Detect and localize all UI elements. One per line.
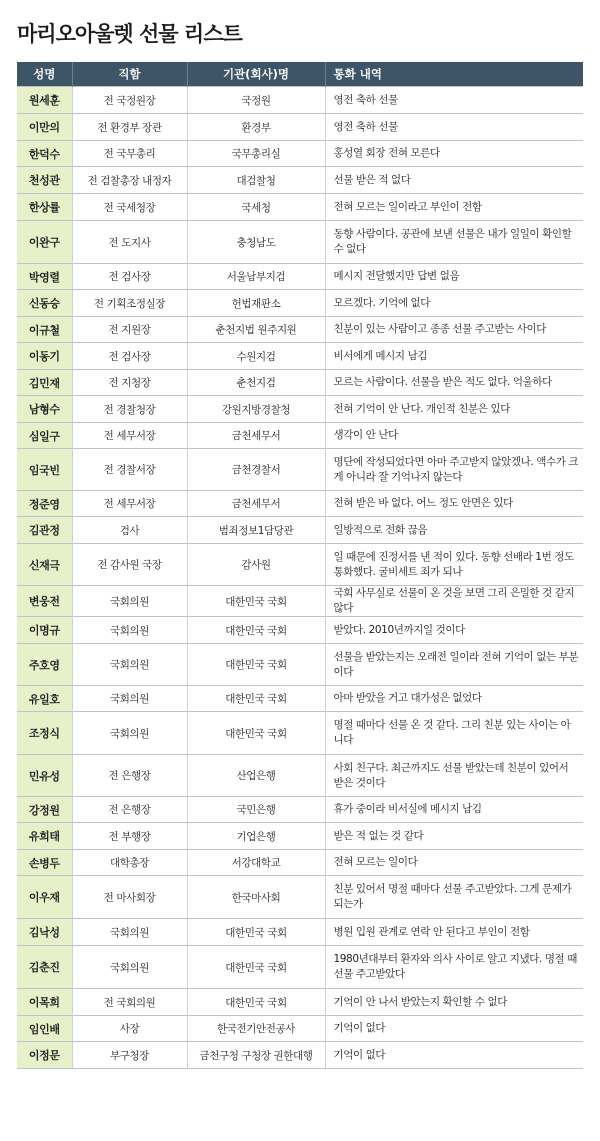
table-row bbox=[17, 396, 583, 423]
cell-name: 민유성 bbox=[17, 755, 72, 797]
cell-position: 전 검사장 bbox=[72, 343, 187, 370]
cell-org: 국민은행 bbox=[187, 797, 325, 823]
cell-name: 신재극 bbox=[17, 544, 72, 586]
cell-name: 정준영 bbox=[17, 491, 72, 517]
cell-content: 명단에 작성되었다면 아마 주고받지 않았겠나. 액수가 크게 아니라 잘 기억나지 않는다 bbox=[325, 449, 583, 491]
table-header-row bbox=[17, 62, 583, 87]
cell-org: 한국전기안전공사 bbox=[187, 1016, 325, 1042]
cell-name: 이완구 bbox=[17, 221, 72, 264]
cell-name: 신동승 bbox=[17, 290, 72, 317]
cell-org: 국무총리실 bbox=[187, 141, 325, 167]
cell-content: 아마 받았을 거고 대가성은 없었다 bbox=[325, 686, 583, 712]
column-header-content: 통화 내역 bbox=[325, 62, 583, 87]
table-row bbox=[17, 1016, 583, 1042]
cell-content: 병원 입원 관계로 연락 안 된다고 부인이 전함 bbox=[325, 919, 583, 946]
cell-org: 금천경찰서 bbox=[187, 449, 325, 491]
cell-org: 수원지검 bbox=[187, 343, 325, 370]
cell-position: 국회의원 bbox=[72, 644, 187, 686]
cell-content: 받았다. 2010년까지일 것이다 bbox=[325, 617, 583, 644]
cell-name: 김춘진 bbox=[17, 946, 72, 989]
cell-name: 이규철 bbox=[17, 317, 72, 343]
cell-position: 국회의원 bbox=[72, 919, 187, 946]
cell-name: 이우재 bbox=[17, 876, 72, 919]
cell-org: 대한민국 국회 bbox=[187, 644, 325, 686]
table-body bbox=[17, 87, 583, 1069]
table-row bbox=[17, 491, 583, 517]
table-row bbox=[17, 87, 583, 114]
cell-content: 기억이 없다 bbox=[325, 1042, 583, 1069]
table-row bbox=[17, 876, 583, 919]
cell-org: 대한민국 국회 bbox=[187, 989, 325, 1016]
table-row bbox=[17, 423, 583, 449]
table-row bbox=[17, 370, 583, 396]
cell-position: 전 은행장 bbox=[72, 755, 187, 797]
cell-org: 대한민국 국회 bbox=[187, 712, 325, 755]
cell-position: 검사 bbox=[72, 517, 187, 544]
cell-org: 산업은행 bbox=[187, 755, 325, 797]
cell-position: 전 감사원 국장 bbox=[72, 544, 187, 586]
cell-org: 서울남부지검 bbox=[187, 264, 325, 290]
cell-org: 대한민국 국회 bbox=[187, 617, 325, 644]
table-row bbox=[17, 946, 583, 989]
cell-org: 헌법재판소 bbox=[187, 290, 325, 317]
cell-position: 전 은행장 bbox=[72, 797, 187, 823]
cell-org: 충청남도 bbox=[187, 221, 325, 264]
table-row bbox=[17, 290, 583, 317]
cell-name: 이동기 bbox=[17, 343, 72, 370]
cell-position: 전 지청장 bbox=[72, 370, 187, 396]
table-row bbox=[17, 194, 583, 221]
cell-content: 모르는 사람이다. 선물을 받은 적도 없다. 억울하다 bbox=[325, 370, 583, 396]
cell-name: 손병두 bbox=[17, 850, 72, 876]
cell-name: 임국빈 bbox=[17, 449, 72, 491]
cell-name: 천성관 bbox=[17, 167, 72, 194]
cell-position: 전 경찰청장 bbox=[72, 396, 187, 423]
cell-content: 친분이 있는 사람이고 종종 선물 주고받는 사이다 bbox=[325, 317, 583, 343]
table-row bbox=[17, 449, 583, 491]
column-header-position: 직함 bbox=[72, 62, 187, 87]
cell-position: 전 세무서장 bbox=[72, 491, 187, 517]
table-row bbox=[17, 221, 583, 264]
table-row bbox=[17, 544, 583, 586]
cell-position: 사장 bbox=[72, 1016, 187, 1042]
cell-position: 전 지원장 bbox=[72, 317, 187, 343]
table-row bbox=[17, 586, 583, 617]
cell-content: 홍성열 회장 전혀 모른다 bbox=[325, 141, 583, 167]
cell-name: 남형수 bbox=[17, 396, 72, 423]
cell-name: 변웅전 bbox=[17, 586, 72, 617]
cell-position: 전 국세청장 bbox=[72, 194, 187, 221]
cell-content: 영전 축하 선물 bbox=[325, 87, 583, 114]
table-row bbox=[17, 114, 583, 141]
table-row bbox=[17, 712, 583, 755]
cell-position: 전 검사장 bbox=[72, 264, 187, 290]
cell-position: 전 국정원장 bbox=[72, 87, 187, 114]
table-row bbox=[17, 686, 583, 712]
cell-org: 감사원 bbox=[187, 544, 325, 586]
cell-position: 국회의원 bbox=[72, 586, 187, 617]
cell-content: 휴가 중이라 비서실에 메시지 남김 bbox=[325, 797, 583, 823]
table-row bbox=[17, 264, 583, 290]
cell-name: 심일구 bbox=[17, 423, 72, 449]
table-row bbox=[17, 755, 583, 797]
cell-position: 대학총장 bbox=[72, 850, 187, 876]
cell-org: 대한민국 국회 bbox=[187, 946, 325, 989]
table-row bbox=[17, 850, 583, 876]
cell-name: 강정원 bbox=[17, 797, 72, 823]
cell-name: 원세훈 bbox=[17, 87, 72, 114]
cell-org: 서강대학교 bbox=[187, 850, 325, 876]
cell-content: 명절 때마다 선물 온 것 같다. 그리 친분 있는 사이는 아니다 bbox=[325, 712, 583, 755]
table-row bbox=[17, 317, 583, 343]
cell-org: 환경부 bbox=[187, 114, 325, 141]
cell-position: 전 경찰서장 bbox=[72, 449, 187, 491]
table-row bbox=[17, 617, 583, 644]
cell-org: 강원지방경찰청 bbox=[187, 396, 325, 423]
table-row bbox=[17, 1042, 583, 1069]
cell-position: 국회의원 bbox=[72, 946, 187, 989]
cell-position: 국회의원 bbox=[72, 686, 187, 712]
cell-position: 부구청장 bbox=[72, 1042, 187, 1069]
cell-content: 1980년대부터 환자와 의사 사이로 알고 지냈다. 명절 때 선물 주고받았다 bbox=[325, 946, 583, 989]
table-row bbox=[17, 989, 583, 1016]
table-row bbox=[17, 797, 583, 823]
cell-content: 메시지 전달했지만 답변 없음 bbox=[325, 264, 583, 290]
cell-name: 한상률 bbox=[17, 194, 72, 221]
cell-content: 비서에게 메시지 남김 bbox=[325, 343, 583, 370]
cell-position: 전 마사회장 bbox=[72, 876, 187, 919]
cell-content: 동향 사람이다. 공관에 보낸 선물은 내가 일일이 확인할 수 없다 bbox=[325, 221, 583, 264]
cell-content: 생각이 안 난다 bbox=[325, 423, 583, 449]
column-header-name: 성명 bbox=[17, 62, 72, 87]
cell-org: 국세청 bbox=[187, 194, 325, 221]
cell-position: 전 세무서장 bbox=[72, 423, 187, 449]
cell-org: 금천세무서 bbox=[187, 491, 325, 517]
cell-content: 전혀 모르는 일이라고 부인이 전함 bbox=[325, 194, 583, 221]
cell-content: 전혀 받은 바 없다. 어느 정도 안면은 있다 bbox=[325, 491, 583, 517]
cell-content: 전혀 기억이 안 난다. 개인적 친분은 있다 bbox=[325, 396, 583, 423]
cell-position: 국회의원 bbox=[72, 617, 187, 644]
gift-list-table bbox=[17, 62, 583, 1069]
cell-name: 주호영 bbox=[17, 644, 72, 686]
cell-org: 국정원 bbox=[187, 87, 325, 114]
page-title: 마리오아울렛 선물 리스트 bbox=[17, 22, 242, 46]
cell-org: 한국마사회 bbox=[187, 876, 325, 919]
table-row bbox=[17, 517, 583, 544]
cell-org: 대한민국 국회 bbox=[187, 919, 325, 946]
cell-org: 기업은행 bbox=[187, 823, 325, 850]
cell-org: 춘천지검 bbox=[187, 370, 325, 396]
cell-content: 일방적으로 전화 끊음 bbox=[325, 517, 583, 544]
cell-name: 조정식 bbox=[17, 712, 72, 755]
table-row bbox=[17, 823, 583, 850]
cell-org: 범죄정보1담당관 bbox=[187, 517, 325, 544]
cell-content: 선물 받은 적 없다 bbox=[325, 167, 583, 194]
table-row bbox=[17, 644, 583, 686]
cell-name: 이정문 bbox=[17, 1042, 72, 1069]
cell-org: 대한민국 국회 bbox=[187, 686, 325, 712]
cell-org: 금천구청 구청장 권한대행 bbox=[187, 1042, 325, 1069]
cell-position: 전 도지사 bbox=[72, 221, 187, 264]
cell-content: 일 때문에 진정서를 낸 적이 있다. 동향 선배라 1번 정도 통화했다. 굴비세트 죄가 되나 bbox=[325, 544, 583, 586]
cell-name: 이만의 bbox=[17, 114, 72, 141]
cell-position: 전 환경부 장관 bbox=[72, 114, 187, 141]
cell-content: 선물을 받았는지는 오래전 일이라 전혀 기억이 없는 부분이다 bbox=[325, 644, 583, 686]
cell-position: 전 국무총리 bbox=[72, 141, 187, 167]
cell-name: 김관정 bbox=[17, 517, 72, 544]
cell-content: 받은 적 없는 것 같다 bbox=[325, 823, 583, 850]
cell-name: 유일호 bbox=[17, 686, 72, 712]
cell-content: 모르겠다. 기억에 없다 bbox=[325, 290, 583, 317]
cell-name: 이명규 bbox=[17, 617, 72, 644]
cell-org: 대한민국 국회 bbox=[187, 586, 325, 617]
column-header-org: 기관(회사)명 bbox=[187, 62, 325, 87]
cell-name: 이목희 bbox=[17, 989, 72, 1016]
cell-content: 친분 있어서 명절 때마다 선물 주고받았다. 그게 문제가 되는가 bbox=[325, 876, 583, 919]
cell-position: 전 검찰총장 내정자 bbox=[72, 167, 187, 194]
cell-org: 대검찰청 bbox=[187, 167, 325, 194]
cell-name: 김낙성 bbox=[17, 919, 72, 946]
cell-content: 사회 친구다. 최근까지도 선물 받았는데 친분이 있어서 받은 것이다 bbox=[325, 755, 583, 797]
cell-position: 전 국회의원 bbox=[72, 989, 187, 1016]
cell-position: 전 부행장 bbox=[72, 823, 187, 850]
cell-org: 금천세무서 bbox=[187, 423, 325, 449]
cell-position: 전 기획조정실장 bbox=[72, 290, 187, 317]
cell-position: 국회의원 bbox=[72, 712, 187, 755]
table-row bbox=[17, 343, 583, 370]
cell-name: 김민재 bbox=[17, 370, 72, 396]
cell-name: 박영렬 bbox=[17, 264, 72, 290]
cell-content: 국회 사무실로 선물이 온 것을 보면 그리 은밀한 것 같지 않다 bbox=[325, 586, 583, 617]
cell-content: 기억이 없다 bbox=[325, 1016, 583, 1042]
table-row bbox=[17, 919, 583, 946]
table-row bbox=[17, 141, 583, 167]
cell-content: 전혀 모르는 일이다 bbox=[325, 850, 583, 876]
table-row bbox=[17, 167, 583, 194]
cell-content: 기억이 안 나서 받았는지 확인할 수 없다 bbox=[325, 989, 583, 1016]
cell-name: 한덕수 bbox=[17, 141, 72, 167]
cell-name: 유희태 bbox=[17, 823, 72, 850]
cell-name: 임인배 bbox=[17, 1016, 72, 1042]
cell-org: 춘천지법 원주지원 bbox=[187, 317, 325, 343]
cell-content: 영전 축하 선물 bbox=[325, 114, 583, 141]
